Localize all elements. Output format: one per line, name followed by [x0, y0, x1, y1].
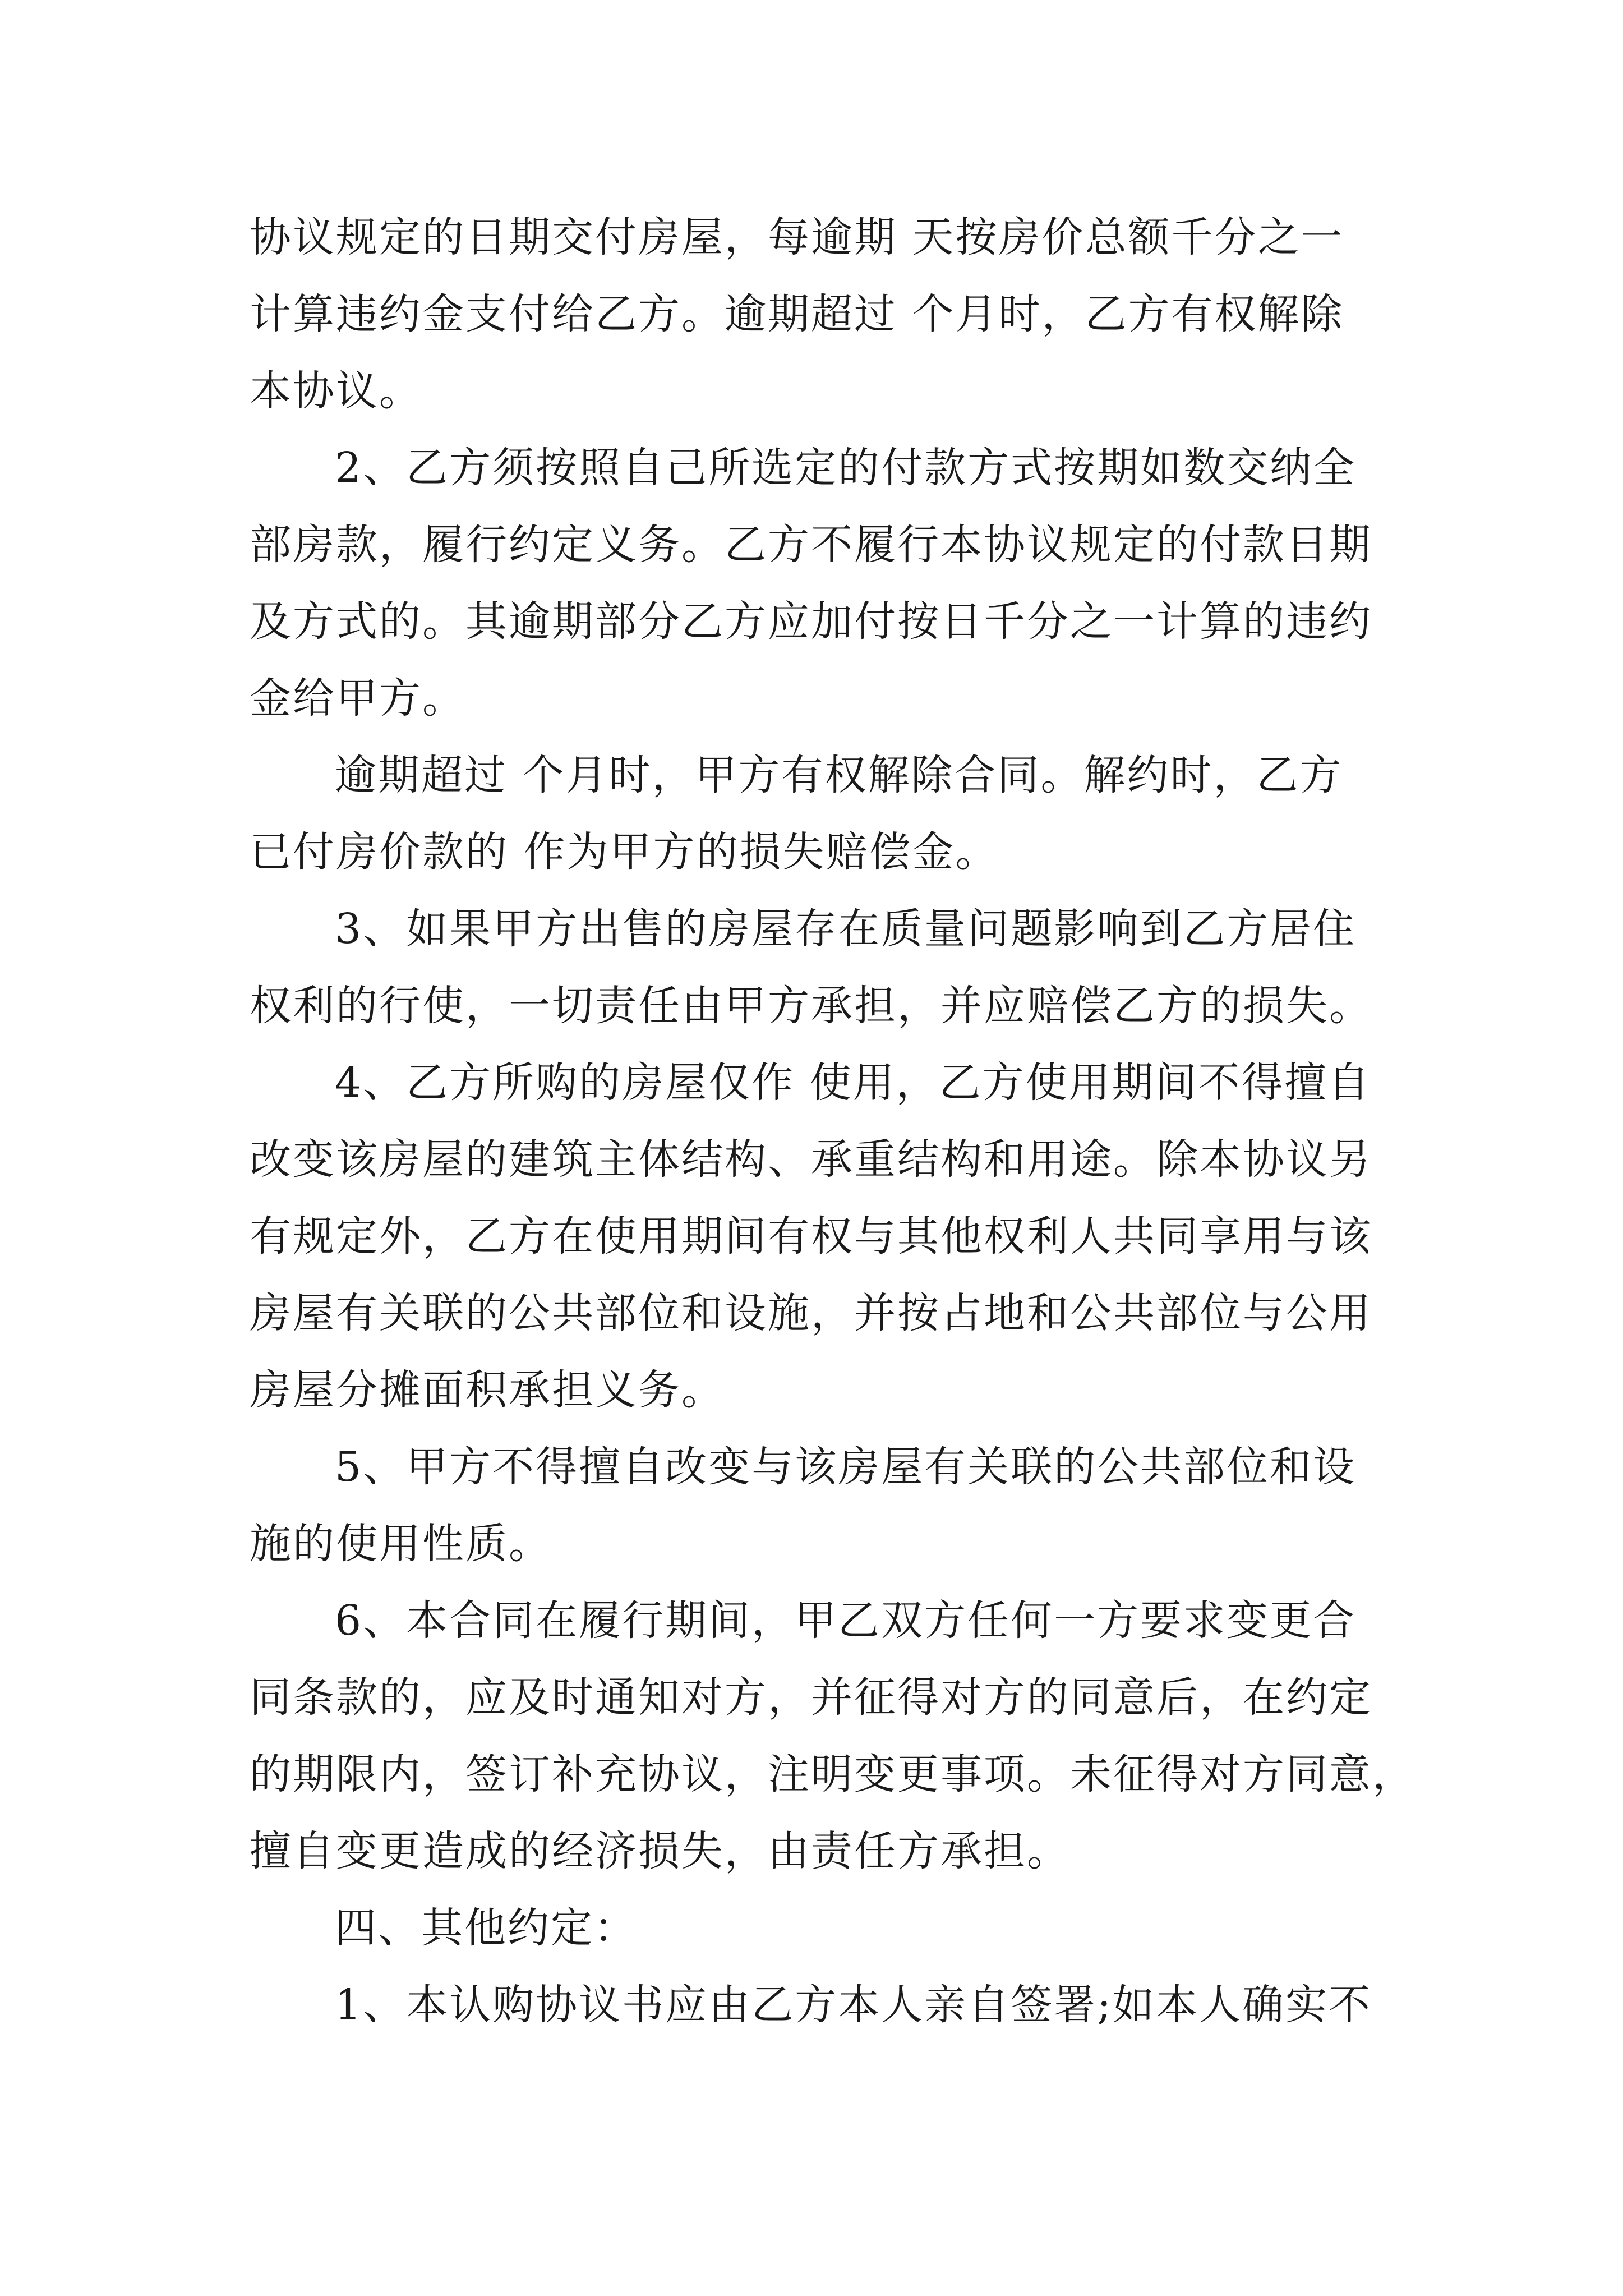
text-line: 2、乙方须按照自己所选定的付款方式按期如数交纳全	[335, 444, 1357, 492]
text-line: 权利的行使，一切责任由甲方承担，并应赔偿乙方的损失。	[250, 982, 1372, 1030]
text-line: 本协议。	[250, 367, 422, 415]
text-line: 擅自变更造成的经济损失，由责任方承担。	[250, 1827, 1070, 1875]
text-line: 4、乙方所购的房屋仅作 使用，乙方使用期间不得擅自	[335, 1059, 1371, 1107]
text-line: 已付房价款的 作为甲方的损失赔偿金。	[250, 828, 999, 876]
text-line: 房屋分摊面积承担义务。	[250, 1366, 725, 1414]
text-line: 房屋有关联的公共部位和设施，并按占地和公共部位与公用	[250, 1289, 1372, 1337]
text-line: 施的使用性质。	[250, 1520, 552, 1568]
text-line: 1、本认购协议书应由乙方本人亲自签署;如本人确实不	[335, 1981, 1372, 2029]
text-line: 四、其他约定：	[335, 1904, 637, 1952]
text-line: 协议规定的日期交付房屋，每逾期 天按房价总额千分之一	[250, 213, 1344, 261]
text-line: 同条款的，应及时通知对方，并征得对方的同意后，在约定	[250, 1673, 1372, 1722]
text-line: 5、甲方不得擅自改变与该房屋有关联的公共部位和设	[335, 1443, 1357, 1491]
text-line: 逾期超过 个月时，甲方有权解除合同。解约时，乙方	[335, 751, 1343, 799]
text-line: 及方式的。其逾期部分乙方应加付按日千分之一计算的违约	[250, 597, 1372, 646]
text-line: 的期限内，签订补充协议，注明变更事项。未征得对方同意，	[250, 1750, 1415, 1798]
text-line: 3、如果甲方出售的房屋存在质量问题影响到乙方居住	[335, 905, 1357, 953]
text-line: 部房款，履行约定义务。乙方不履行本协议规定的付款日期	[250, 521, 1372, 569]
text-line: 金给甲方。	[250, 674, 465, 723]
document-body	[250, 199, 1415, 2044]
text-line: 计算违约金支付给乙方。逾期超过 个月时，乙方有权解除	[250, 290, 1344, 338]
text-line: 6、本合同在履行期间，甲乙双方任何一方要求变更合	[335, 1596, 1357, 1645]
text-line: 改变该房屋的建筑主体结构、承重结构和用途。除本协议另	[250, 1135, 1372, 1184]
text-line: 有规定外，乙方在使用期间有权与其他权利人共同享用与该	[250, 1212, 1372, 1260]
